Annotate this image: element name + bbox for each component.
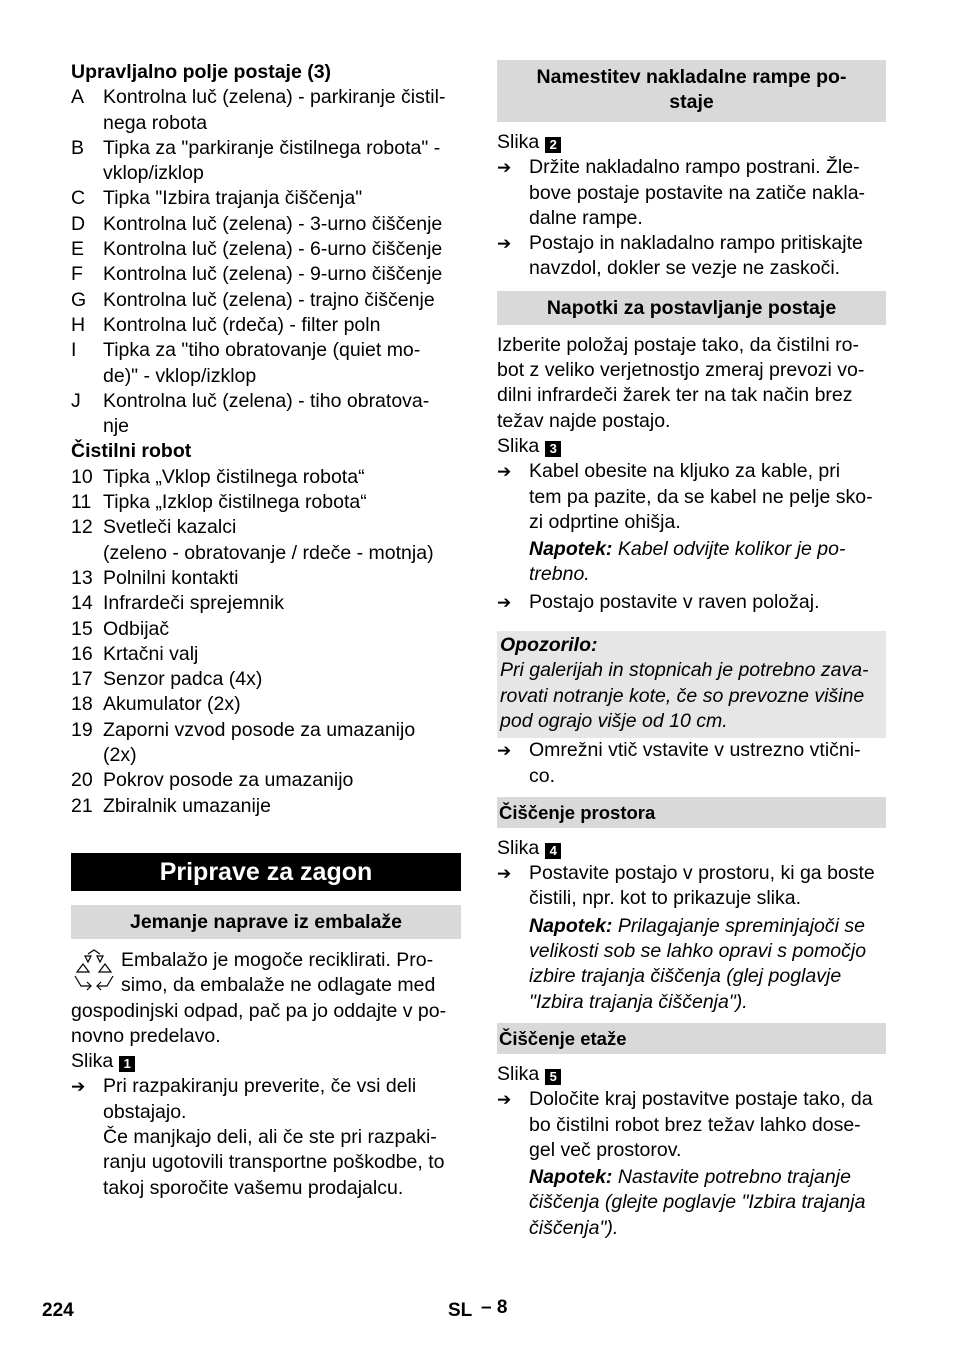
list-item-key: 14 [71, 592, 93, 615]
room-section-title: Čiščenje prostora [497, 797, 886, 828]
list-item-text: Polnilni kontakti [103, 566, 239, 589]
list-item-text: de)" - vklop/izklop [103, 364, 257, 387]
recycle-text-line: Embalažo je mogoče reciklirati. Pro- [121, 948, 434, 971]
unpack-section-title: Jemanje naprave iz embalaže [71, 905, 461, 939]
recycle-block [71, 948, 461, 1049]
level-step: ➔ Postajo postavite v raven položaj. [497, 590, 886, 615]
control-panel-list [71, 85, 461, 439]
list-item-text: Krtačni valj [103, 642, 199, 665]
arrow-icon: ➔ [497, 864, 512, 884]
list-item-text: Tipka za "tiho obratovanje (quiet mo- [103, 339, 421, 362]
figure-ref-4: Slika 4 [497, 836, 886, 861]
list-item-text: Senzor padca (4x) [103, 668, 263, 691]
list-item-key [71, 414, 103, 439]
list-item [71, 313, 461, 338]
list-item [71, 288, 461, 313]
list-item-key: 20 [71, 769, 93, 792]
list-item [71, 212, 461, 237]
warning-box: Opozorilo: Pri galerijah in stopnicah je potrebno zava- rovati notranje kote, če so prevozne višine pod ograjo višje od 10 cm. [497, 631, 886, 738]
list-item [71, 490, 461, 515]
list-item-key: F [71, 263, 83, 286]
list-item-text: Tipka za "parkiranje čistilnega robota" - [103, 136, 441, 159]
page-number: 224 [42, 1300, 74, 1321]
section-title-robot: Čistilni robot [71, 440, 192, 463]
list-item-key: C [71, 187, 86, 210]
room-step: ➔ Postavite postajo v prostoru, ki ga boste čistili, npr. kot to prikazuje slika. [497, 861, 886, 912]
list-item [71, 617, 461, 642]
list-item-text: Kontrolna luč (zelena) - parkiranje čistil- [103, 86, 446, 109]
language-code: SL [448, 1300, 473, 1321]
list-item-text: Zaporni vzvod posode za umazanijo [103, 718, 416, 741]
list-item-text: Kontrolna luč (zelena) - 9-urno čiščenje [103, 263, 443, 286]
arrow-icon: ➔ [497, 1090, 512, 1110]
list-item-text: Kontrolna luč (zelena) - trajno čiščenje [103, 288, 435, 311]
list-item-key: 11 [71, 491, 92, 514]
section-title-control-panel: Upravljalno polje postaje (3) [71, 61, 332, 83]
list-item-key: H [71, 313, 86, 336]
list-item-text: Tipka „Izklop čistilnega robota“ [103, 491, 367, 514]
arrow-icon: ➔ [71, 1077, 86, 1097]
list-item [71, 566, 461, 591]
list-item-key: 17 [71, 668, 93, 691]
recycle-text-line: novno predelavo. [71, 1024, 221, 1047]
list-item-text: Infrardeči sprejemnik [103, 592, 284, 615]
list-item-text: Tipka „Vklop čistilnega robota“ [103, 465, 365, 488]
list-item [71, 768, 461, 793]
note-floor: Napotek: Nastavite potrebno trajanje čiščenja (glejte poglavje "Izbira trajanja čiščenja"). [529, 1166, 866, 1239]
list-item-key: D [71, 212, 86, 235]
list-item-text: nega robota [103, 111, 208, 134]
list-item [71, 743, 461, 768]
right-column [497, 60, 886, 1241]
figure-number-box: 4 [545, 843, 561, 859]
list-item [71, 541, 461, 566]
figure-number-box: 1 [119, 1056, 135, 1072]
recycle-text-line: simo, da embalaže ne odlagate med [121, 974, 436, 997]
sub-page-number: – 8 [481, 1297, 508, 1318]
ramp-section-title: Namestitev nakladalne rampe po- staje [497, 60, 886, 122]
placement-section-title: Napotki za postavljanje postaje [497, 291, 886, 325]
list-item-key: 19 [71, 718, 93, 741]
figure-ref-1: Slika 1 [71, 1049, 461, 1074]
arrow-icon: ➔ [497, 741, 512, 761]
list-item [71, 718, 461, 743]
list-item-key [71, 364, 103, 389]
plug-step: ➔ Omrežni vtič vstavite v ustrezno vtični- co. [497, 738, 886, 789]
list-item-key: E [71, 238, 85, 261]
list-item [71, 692, 461, 717]
figure-number-box: 5 [545, 1069, 561, 1085]
figure-number-box: 2 [545, 137, 561, 153]
list-item-key: 10 [71, 465, 93, 488]
ramp-step: ➔ Držite nakladalno rampo postrani. Žle- bove postaje postavite na zatiče nakla- dalne rampe. [497, 155, 886, 231]
list-item-key: 18 [71, 693, 93, 716]
list-item [71, 262, 461, 287]
note-room: Napotek: Prilagajanje spreminjajoči se velikosti sob se lahko opravi s pomočjo izbire trajanja čiščenja (glej poglavje "Izbira trajanja čiščenja"). [529, 914, 867, 1013]
list-item-text: vklop/izklop [103, 162, 204, 185]
cable-step: ➔ Kabel obesite na kljuko za kable, pri tem pa pazite, da se kabel ne pelje sko- zi odprtine ohišja. [497, 459, 886, 535]
list-item [71, 465, 461, 490]
note-cable: Napotek: Kabel odvijte kolikor je po- trebno. [529, 538, 846, 586]
arrow-icon: ➔ [497, 158, 512, 178]
placement-text: Izberite položaj postaje tako, da čistilni ro- bot z veliko verjetnostjo zmeraj prevozi vo- dilni infrardeči žarek ter na tak način brez težav najde postajo. [497, 333, 865, 432]
floor-step: ➔ Določite kraj postavitve postaje tako, da bo čistilni robot brez težav lahko dose- gel več prostorov. [497, 1087, 886, 1163]
list-item-key [71, 111, 103, 136]
list-item-text: Svetleči kazalci [103, 516, 237, 539]
list-item [71, 515, 461, 540]
list-item-key: A [71, 86, 85, 109]
list-item [71, 111, 461, 136]
figure-ref-3: Slika 3 [497, 434, 886, 459]
list-item-text: Tipka "Izbira trajanja čiščenja" [103, 187, 363, 210]
list-item-text: Kontrolna luč (zelena) - 6-urno čiščenje [103, 238, 443, 261]
list-item-text: Akumulator (2x) [103, 693, 241, 716]
list-item [71, 237, 461, 262]
list-item-key: 13 [71, 566, 93, 589]
list-item [71, 186, 461, 211]
list-item-key: I [71, 339, 77, 362]
list-item-key: J [71, 389, 81, 412]
list-item-key [71, 161, 103, 186]
ramp-step: ➔ Postajo in nakladalno rampo pritiskajte navzdol, dokler se vezje ne zaskoči. [497, 231, 886, 282]
list-item-key: 16 [71, 642, 93, 665]
list-item [71, 591, 461, 616]
list-item-text: nje [103, 415, 130, 438]
figure-ref-5: Slika 5 [497, 1062, 886, 1087]
list-item-key: 15 [71, 617, 93, 640]
list-item-text: Pokrov posode za umazanijo [103, 769, 354, 792]
list-item-text: Odbijač [103, 617, 170, 640]
list-item [71, 414, 461, 439]
list-item [71, 389, 461, 414]
list-item-key [71, 743, 103, 768]
left-column [71, 60, 461, 1201]
list-item [71, 364, 461, 389]
list-item-key: B [71, 136, 85, 159]
list-item [71, 794, 461, 819]
list-item [71, 338, 461, 363]
list-item-key: G [71, 288, 87, 311]
list-item-text: (zeleno - obratovanje / rdeče - motnja) [103, 541, 434, 564]
recycle-icon [71, 948, 121, 998]
list-item [71, 667, 461, 692]
figure-number-box: 3 [545, 441, 561, 457]
list-item [71, 642, 461, 667]
list-item-key: 12 [71, 516, 93, 539]
list-item-text: Kontrolna luč (zelena) - tiho obratova- [103, 389, 430, 412]
list-item-key: 21 [71, 794, 93, 817]
arrow-icon: ➔ [497, 592, 512, 612]
list-item [71, 85, 461, 110]
robot-parts-list [71, 465, 461, 819]
list-item-text: Zbiralnik umazanije [103, 794, 271, 817]
arrow-icon: ➔ [497, 462, 512, 482]
list-item-text: Kontrolna luč (zelena) - 3-urno čiščenje [103, 212, 443, 235]
figure-ref-2: Slika 2 [497, 130, 886, 155]
list-item-text: (2x) [103, 744, 137, 767]
floor-section-title: Čiščenje etaže [497, 1023, 886, 1054]
unpack-step: ➔ Pri razpakiranju preverite, če vsi deli obstajajo. [71, 1074, 461, 1125]
unpack-step-continuation: Če manjkajo deli, ali če ste pri razpaki- ranju ugotovili transportne poškodbe, to takoj sporočite vašemu prodajalcu. [103, 1125, 445, 1199]
recycle-text-line: gospodinjski odpad, pač pa jo oddajte v po- [71, 999, 447, 1022]
chapter-title: Priprave za zagon [71, 853, 461, 891]
arrow-icon: ➔ [497, 234, 512, 254]
list-item [71, 136, 461, 161]
list-item [71, 161, 461, 186]
list-item-key [71, 541, 103, 566]
list-item-text: Kontrolna luč (rdeča) - filter poln [103, 313, 381, 336]
